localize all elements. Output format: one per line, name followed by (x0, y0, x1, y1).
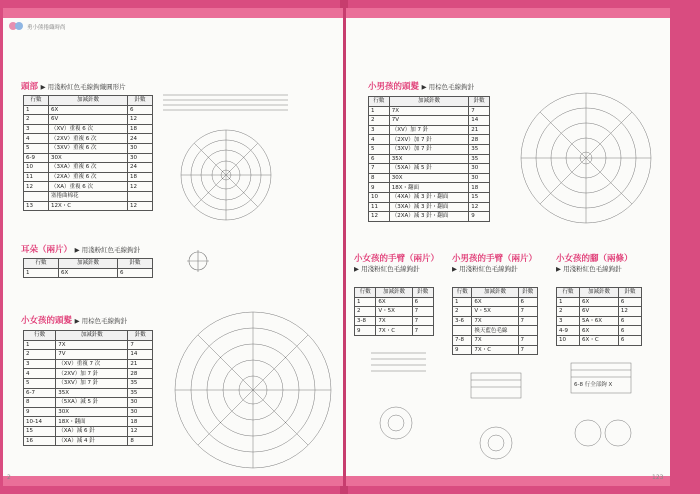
table-cell: 18X・翻面 (56, 417, 128, 427)
table-row (369, 173, 490, 183)
table-cell: 3 (557, 316, 580, 326)
table-cell: 6 (618, 335, 641, 345)
table-cell: 7X (376, 316, 412, 326)
table-cell: 7X (472, 316, 518, 326)
table-cell: 6 (369, 154, 390, 164)
bottom-pink-band (3, 476, 343, 486)
table-cell: （3XA）重複 6 次 (49, 163, 128, 173)
table-cell: 1 (453, 297, 472, 307)
table-cell: 12 (127, 115, 152, 125)
head-crochet-chart (158, 90, 298, 230)
table-cell: 4 (24, 134, 49, 144)
table-cell (127, 191, 152, 201)
table-cell: （3XV）加 7 針 (56, 378, 128, 388)
table-cell: 10 (557, 335, 580, 345)
table-cell: 塞捲曲棉花 (49, 191, 128, 201)
table-row (24, 340, 153, 350)
left-page-number: 2 (7, 474, 11, 481)
table-cell: 2 (453, 307, 472, 317)
table-cell: （XA）減 4 針 (56, 436, 128, 446)
column-header: 行數 (355, 288, 376, 298)
table-cell: 6X (580, 297, 619, 307)
table-cell: V・5X (472, 307, 518, 317)
girl-hair-crochet-chart (163, 290, 333, 475)
table-cell: 8 (128, 436, 153, 446)
table-cell: （3XA）減 3 針・翻面 (389, 202, 469, 212)
table-row (369, 116, 490, 126)
table-cell: 6 (618, 326, 641, 336)
table-row (24, 143, 153, 153)
table-row (369, 144, 490, 154)
table-row (24, 268, 153, 278)
table-cell: 15 (24, 426, 56, 436)
table-cell: （5XA）減 5 針 (56, 398, 128, 408)
table-cell: 3 (369, 125, 390, 135)
table-cell: 1 (24, 105, 49, 115)
table-row (369, 192, 490, 202)
table-cell: （XV）重複 6 次 (49, 124, 128, 134)
column-header: 行數 (24, 331, 56, 341)
table-cell: 10-14 (24, 417, 56, 427)
table-row (557, 297, 642, 307)
table-cell: 7X (472, 335, 518, 345)
table-cell: 9 (24, 407, 56, 417)
girl-leg-section-title (556, 252, 633, 273)
table-cell: 6-7 (24, 388, 56, 398)
table-cell: 2 (369, 116, 390, 126)
table-cell: 6 (618, 297, 641, 307)
table-row (24, 172, 153, 182)
table-cell: 6 (127, 105, 152, 115)
column-header: 行數 (557, 288, 580, 298)
table-cell: 30X (49, 153, 128, 163)
boy-arm-table (452, 287, 538, 355)
table-row (369, 106, 490, 116)
table-cell: 30 (128, 398, 153, 408)
table-cell: 7 (412, 326, 433, 336)
table-header-row (355, 288, 434, 298)
table-cell: 2 (557, 307, 580, 317)
table-cell: 6X (58, 268, 117, 278)
table-cell: 7 (128, 340, 153, 350)
table-cell: 18 (127, 124, 152, 134)
table-cell: 12 (128, 426, 153, 436)
table-cell: 21 (128, 359, 153, 369)
table-row (369, 164, 490, 174)
table-row (24, 388, 153, 398)
table-cell: 24 (127, 163, 152, 173)
table-cell: 7 (469, 106, 490, 116)
table-cell: 11 (24, 172, 49, 182)
table-row (369, 202, 490, 212)
table-header-row (557, 288, 642, 298)
bear-logo-icon (8, 20, 24, 32)
table-cell: 30 (127, 153, 152, 163)
table-cell: （4XA）減 3 針・翻面 (389, 192, 469, 202)
table-cell: 7X・C (472, 345, 518, 355)
left-page (3, 8, 343, 486)
table-cell: 12 (618, 307, 641, 317)
right-page (346, 8, 670, 486)
boy-arm-crochet-chart (466, 368, 541, 468)
boy-arm-title: 小男孩的手臂（兩片） (452, 254, 538, 264)
girl-hair-desc: ▶ 用棕色毛線鉤針 (74, 317, 128, 325)
right-page-number: 123 (652, 474, 664, 481)
table-cell (24, 191, 49, 201)
table-cell: 10 (369, 192, 390, 202)
table-row (557, 326, 642, 336)
table-cell: V・5X (376, 307, 412, 317)
girl-arm-title: 小女孩的手臂（兩片） (354, 254, 440, 264)
table-cell: 3 (24, 124, 49, 134)
table-cell: 3 (24, 359, 56, 369)
head-section-title (21, 80, 126, 92)
table-cell: 28 (469, 135, 490, 145)
girl-arm-desc: ▶ 用淺粉紅色毛線鉤針 (354, 265, 420, 273)
table-row (24, 350, 153, 360)
table-cell: 6-9 (24, 153, 49, 163)
table-cell: 7 (412, 307, 433, 317)
ear-table (23, 258, 153, 278)
table-cell: 30 (469, 173, 490, 183)
girl-arm-table (354, 287, 434, 336)
head-table (23, 95, 153, 211)
table-cell: 5 (24, 143, 49, 153)
table-row (24, 201, 153, 211)
table-cell: 12 (369, 212, 390, 222)
table-cell: 18 (128, 417, 153, 427)
table-header-row (369, 97, 490, 107)
table-cell: （3XV）重複 6 次 (49, 143, 128, 153)
table-cell: 13 (24, 201, 49, 211)
table-cell: 6X (472, 297, 518, 307)
table-cell: 2 (24, 350, 56, 360)
boy-hair-title: 小男孩的頭髮 (368, 82, 420, 92)
table-cell: 14 (469, 116, 490, 126)
table-row (24, 115, 153, 125)
table-cell: 11 (369, 202, 390, 212)
table-cell: 35 (128, 388, 153, 398)
table-cell: 6V (580, 307, 619, 317)
column-header: 加減針數 (56, 331, 128, 341)
girl-hair-section-title (21, 314, 127, 326)
table-cell: 16 (24, 436, 56, 446)
boy-hair-desc: ▶ 用棕色毛線鉤針 (421, 83, 475, 91)
ear-section-title (21, 243, 140, 255)
table-cell: 6 (118, 268, 153, 278)
table-row (24, 369, 153, 379)
girl-arm-section-title (354, 252, 439, 273)
table-cell: 6 (518, 297, 537, 307)
table-cell: 30 (469, 164, 490, 174)
table-row (369, 212, 490, 222)
table-cell: 35 (469, 144, 490, 154)
table-cell: 7V (389, 116, 469, 126)
table-cell: 6V (49, 115, 128, 125)
table-cell: 9 (355, 326, 376, 336)
table-cell: 6X・C (580, 335, 619, 345)
table-cell: 7 (518, 316, 537, 326)
table-row (369, 135, 490, 145)
boy-hair-table (368, 96, 490, 222)
girl-arm-crochet-chart (366, 348, 441, 448)
table-cell: 2 (24, 115, 49, 125)
table-header-row (453, 288, 538, 298)
table-row (453, 307, 538, 317)
table-cell: 35X (56, 388, 128, 398)
table-cell: （3XV）加 7 針 (389, 144, 469, 154)
table-cell (518, 326, 537, 336)
table-row (369, 125, 490, 135)
table-cell: 12X・C (49, 201, 128, 211)
column-header: 針數 (618, 288, 641, 298)
table-cell: 6 (618, 316, 641, 326)
table-cell: 9 (453, 345, 472, 355)
table-row (369, 154, 490, 164)
table-cell: 8 (369, 173, 390, 183)
table-cell: 1 (24, 268, 59, 278)
column-header: 行數 (453, 288, 472, 298)
column-header: 加減針數 (376, 288, 412, 298)
column-header: 針數 (518, 288, 537, 298)
table-row (355, 326, 434, 336)
table-row (24, 426, 153, 436)
table-cell: 18X・翻面 (389, 183, 469, 193)
table-cell: 12 (24, 182, 49, 192)
table-cell: 2 (355, 307, 376, 317)
table-cell: 10 (24, 163, 49, 173)
table-row (24, 163, 153, 173)
boy-arm-section-title (452, 252, 537, 273)
table-cell: 12 (127, 182, 152, 192)
table-cell (453, 326, 472, 336)
table-row (453, 345, 538, 355)
column-header: 針數 (127, 96, 152, 106)
boy-arm-desc: ▶ 用淺粉紅色毛線鉤針 (452, 265, 518, 273)
table-row (557, 335, 642, 345)
table-cell: 35 (469, 154, 490, 164)
table-cell: 9 (469, 212, 490, 222)
table-row (24, 436, 153, 446)
leg-chart-note: 6-8 行全部鉤 X (574, 382, 613, 388)
table-cell: 18 (127, 172, 152, 182)
table-cell: 4-9 (557, 326, 580, 336)
table-cell: 4 (369, 135, 390, 145)
table-row (355, 316, 434, 326)
table-cell: 12 (469, 202, 490, 212)
column-header: 加減針數 (49, 96, 128, 106)
table-cell: 6X (376, 297, 412, 307)
column-header: 針數 (128, 331, 153, 341)
column-header: 針數 (469, 97, 490, 107)
girl-leg-desc: ▶ 用淺粉紅色毛線鉤針 (556, 265, 622, 273)
girl-leg-title: 小女孩的腳（兩條） (556, 254, 633, 264)
head-title: 頭部 (21, 82, 39, 92)
table-cell: 30X (389, 173, 469, 183)
column-header: 行數 (24, 259, 59, 269)
table-cell: 18 (469, 183, 490, 193)
table-row (24, 398, 153, 408)
table-row (453, 335, 538, 345)
running-header: 勇小熊捲織時尚 (27, 25, 66, 31)
table-row (24, 105, 153, 115)
column-header: 加減針數 (580, 288, 619, 298)
table-cell: 30 (127, 143, 152, 153)
table-header-row (24, 259, 153, 269)
table-row (24, 407, 153, 417)
table-cell: （2XV）加 7 針 (56, 369, 128, 379)
table-cell: 7-8 (453, 335, 472, 345)
table-cell: 21 (469, 125, 490, 135)
table-header-row (24, 331, 153, 341)
table-row (24, 124, 153, 134)
table-cell: （2XV）加 7 針 (389, 135, 469, 145)
table-row (24, 191, 153, 201)
table-row (24, 134, 153, 144)
column-header: 行數 (24, 96, 49, 106)
boy-hair-crochet-chart (501, 86, 661, 236)
table-cell: 30X (56, 407, 128, 417)
table-row (557, 316, 642, 326)
table-cell: 3-6 (453, 316, 472, 326)
bottom-pink-band-right (346, 476, 670, 486)
table-cell: （2XV）重複 6 次 (49, 134, 128, 144)
table-cell: 1 (355, 297, 376, 307)
table-cell: （XV）重複 7 次 (56, 359, 128, 369)
table-cell: 35 (128, 378, 153, 388)
table-cell: （2XA）重複 6 次 (49, 172, 128, 182)
table-cell: （5XA）減 5 針 (389, 164, 469, 174)
table-cell: （2XA）減 3 針・翻面 (389, 212, 469, 222)
table-cell: 1 (557, 297, 580, 307)
table-row (355, 307, 434, 317)
table-cell: 1 (369, 106, 390, 116)
table-cell: 6 (412, 297, 433, 307)
table-row (453, 326, 538, 336)
table-cell: 5 (369, 144, 390, 154)
table-cell: （XA）重複 6 次 (49, 182, 128, 192)
column-header: 針數 (118, 259, 153, 269)
table-cell: 5 (24, 378, 56, 388)
table-cell: 7 (518, 335, 537, 345)
table-cell: 7X・C (376, 326, 412, 336)
table-cell: 14 (128, 350, 153, 360)
table-row (453, 297, 538, 307)
column-header: 加減針數 (58, 259, 117, 269)
table-row (24, 153, 153, 163)
table-cell: 7 (369, 164, 390, 174)
column-header: 加減針數 (472, 288, 518, 298)
table-cell: 7 (518, 307, 537, 317)
table-cell: 35X (389, 154, 469, 164)
table-cell: 6X (580, 326, 619, 336)
table-cell: 6X (49, 105, 128, 115)
column-header: 加減針數 (389, 97, 469, 107)
table-cell: 3-8 (355, 316, 376, 326)
head-desc: ▶ 用淺粉紅色毛線鉤織圓形片 (40, 83, 126, 91)
boy-hair-section-title (368, 80, 474, 92)
table-cell: 4 (24, 369, 56, 379)
ear-desc: ▶ 用淺粉紅色毛線鉤針 (74, 246, 141, 254)
girl-leg-crochet-chart (566, 358, 641, 458)
ear-title: 耳朵（兩片） (21, 245, 73, 255)
table-row (24, 359, 153, 369)
table-cell: （XA）減 6 針 (56, 426, 128, 436)
table-cell: 30 (128, 407, 153, 417)
table-cell: 換天藍色毛線 (472, 326, 518, 336)
ear-crochet-chart (183, 246, 213, 276)
table-cell: 24 (127, 134, 152, 144)
table-cell: 28 (128, 369, 153, 379)
table-cell: 7X (389, 106, 469, 116)
table-cell: 7V (56, 350, 128, 360)
table-cell: 5A・6X (580, 316, 619, 326)
column-header: 行數 (369, 97, 390, 107)
table-row (557, 307, 642, 317)
table-row (369, 183, 490, 193)
table-row (453, 316, 538, 326)
table-row (24, 182, 153, 192)
column-header: 針數 (412, 288, 433, 298)
table-row (24, 378, 153, 388)
girl-hair-title: 小女孩的頭髮 (21, 316, 73, 326)
table-cell: 7 (518, 345, 537, 355)
table-cell: 15 (469, 192, 490, 202)
table-row (355, 297, 434, 307)
top-pink-band (3, 8, 343, 18)
top-pink-band-right (346, 8, 670, 18)
table-cell: 7 (412, 316, 433, 326)
table-cell: 12 (127, 201, 152, 211)
table-cell: 8 (24, 398, 56, 408)
girl-hair-table (23, 330, 153, 446)
table-cell: （XV）加 7 針 (389, 125, 469, 135)
table-header-row (24, 96, 153, 106)
girl-leg-table (556, 287, 642, 346)
table-cell: 9 (369, 183, 390, 193)
table-cell: 1 (24, 340, 56, 350)
table-cell: 7X (56, 340, 128, 350)
table-row (24, 417, 153, 427)
